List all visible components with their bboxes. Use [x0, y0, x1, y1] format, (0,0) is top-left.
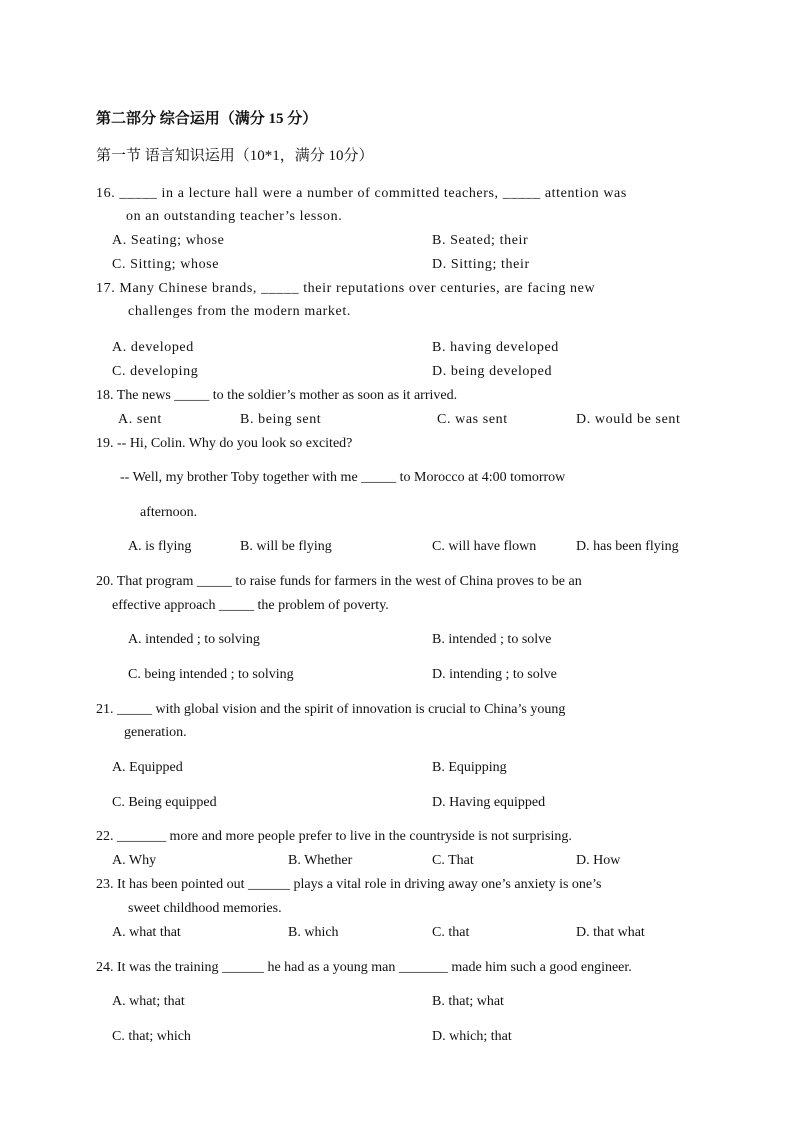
question-stem-continued: effective approach _____ the problem of poverty. — [112, 598, 389, 613]
option-a: A. developed — [112, 340, 194, 355]
option-a: A. sent — [118, 412, 162, 427]
question-stem: 23. It has been pointed out ______ plays a vital role in driving away one’s anxiety is one’s — [96, 877, 602, 892]
option-c: C. Sitting; whose — [112, 257, 220, 272]
option-b: B. having developed — [432, 340, 559, 355]
section-title: 第一节 语言知识运用（10*1，满分 10分） — [96, 148, 374, 164]
option-a: A. Equipped — [112, 760, 183, 775]
question-stem-continued: afternoon. — [140, 505, 198, 520]
option-d: D. Sitting; their — [432, 257, 530, 272]
option-a: A. Why — [112, 853, 157, 868]
question-stem: 24. It was the training ______ he had as a young man _______ made him such a good engineer. — [96, 960, 632, 975]
option-c: C. developing — [112, 364, 199, 379]
question-stem: 20. That program _____ to raise funds for farmers in the west of China proves to be an — [96, 574, 582, 589]
option-a: A. intended ; to solving — [128, 632, 260, 647]
question-stem-continued: -- Well, my brother Toby together with me _____ to Morocco at 4:00 tomorrow — [120, 470, 566, 485]
option-c: C. That — [432, 853, 474, 868]
option-b: B. Whether — [288, 853, 353, 868]
option-d: D. which; that — [432, 1029, 512, 1044]
option-a: A. Seating; whose — [112, 233, 225, 248]
option-d: D. being developed — [432, 364, 553, 379]
question-stem: 21. _____ with global vision and the spirit of innovation is crucial to China’s young — [96, 702, 566, 717]
option-a: A. what that — [112, 925, 181, 940]
option-a: A. what; that — [112, 994, 185, 1009]
question-stem: 22. _______ more and more people prefer to live in the countryside is not surprising. — [96, 829, 572, 844]
option-d: D. How — [576, 853, 621, 868]
option-c: C. that — [432, 925, 470, 940]
option-d: D. intending ; to solve — [432, 667, 557, 682]
option-b: B. that; what — [432, 994, 504, 1009]
option-d: D. that what — [576, 925, 645, 940]
option-b: B. will be flying — [240, 539, 332, 554]
option-c: C. was sent — [437, 412, 508, 427]
option-b: B. Seated; their — [432, 233, 529, 248]
question-stem-continued: on an outstanding teacher’s lesson. — [126, 209, 343, 224]
question-stem-continued: sweet childhood memories. — [128, 901, 282, 916]
question-stem: 18. The news _____ to the soldier’s mother as soon as it arrived. — [96, 388, 458, 403]
question-stem: 19. -- Hi, Colin. Why do you look so excited? — [96, 436, 353, 451]
option-c: C. will have flown — [432, 539, 537, 554]
option-b: B. which — [288, 925, 339, 940]
option-c: C. Being equipped — [112, 795, 217, 810]
option-b: B. being sent — [240, 412, 322, 427]
option-d: D. has been flying — [576, 539, 679, 554]
option-b: B. intended ; to solve — [432, 632, 552, 647]
option-d: D. Having equipped — [432, 795, 546, 810]
option-a: A. is flying — [128, 539, 192, 554]
question-stem-continued: challenges from the modern market. — [128, 304, 351, 319]
part-title: 第二部分 综合运用（满分 15 分） — [96, 111, 318, 127]
option-b: B. Equipping — [432, 760, 507, 775]
question-stem-continued: generation. — [124, 725, 187, 740]
question-stem: 16. _____ in a lecture hall were a number of committed teachers, _____ attention was — [96, 186, 627, 201]
question-stem: 17. Many Chinese brands, _____ their reputations over centuries, are facing new — [96, 281, 596, 296]
option-d: D. would be sent — [576, 412, 681, 427]
option-c: C. that; which — [112, 1029, 191, 1044]
option-c: C. being intended ; to solving — [128, 667, 294, 682]
